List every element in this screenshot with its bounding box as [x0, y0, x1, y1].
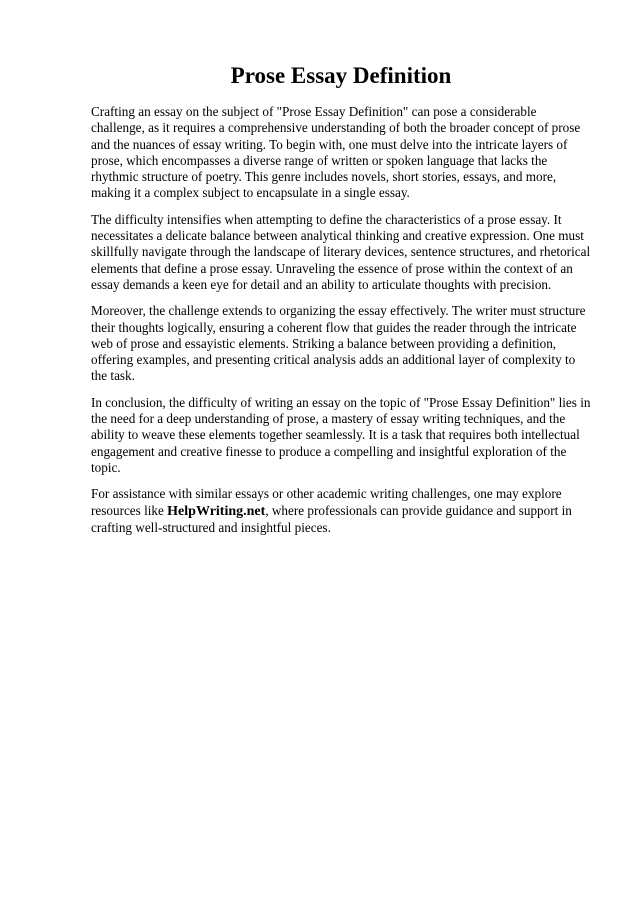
paragraph-conclusion: In conclusion, the difficulty of writing an essay on the topic of "Prose Essay Definition" lies in the need for a deep understanding of prose, a mastery of essay writing techniques, and the ability to weave these elements together seamlessly. It is a task that requires both intellectual engagement and creative finesse to produce a compelling and insightful exploration of the topic. [91, 394, 591, 475]
paragraph-organization: Moreover, the challenge extends to organizing the essay effectively. The writer must structure their thoughts logically, ensuring a coherent flow that guides the reader through the intricate web of prose and essayistic elements. Striking a balance between providing a definition, offering examples, and presenting critical analysis adds an additional layer of complexity to the task. [91, 303, 586, 384]
assistance-text-before: For assistance with similar essays or other academic writing challenges, one may explore resources like [91, 486, 562, 518]
paragraph-intro: Crafting an essay on the subject of "Prose Essay Definition" can pose a considerable challenge, as it requires a comprehensive understanding of both the broader concept of prose and the nuances of essay writing. To begin with, one must delve into the intricate layers of prose, which encompasses a diverse range of written or spoken language that lacks the rhythmic structure of poetry. This genre includes novels, short stories, essays, and more, making it a complex subject to encapsulate in a single essay. [91, 104, 581, 201]
paragraph-assistance [91, 486, 591, 536]
assistance-text-after: , where professionals can provide guidance and support in crafting well-structured and insightful pieces. [91, 502, 572, 535]
document-title: Prose Essay Definition [230, 63, 452, 88]
helpwriting-link[interactable]: HelpWriting.net [167, 503, 266, 519]
document-page [91, 62, 591, 546]
paragraph-difficulty: The difficulty intensifies when attempting to define the characteristics of a prose essay. It necessitates a delicate balance between analytical thinking and creative expression. One must skillfully navigate through the landscape of literary devices, sentence structures, and rhetorical elements that define a prose essay. Unraveling the essence of prose within the context of an essay demands a keen eye for detail and an ability to articulate thoughts with precision. [91, 211, 591, 292]
